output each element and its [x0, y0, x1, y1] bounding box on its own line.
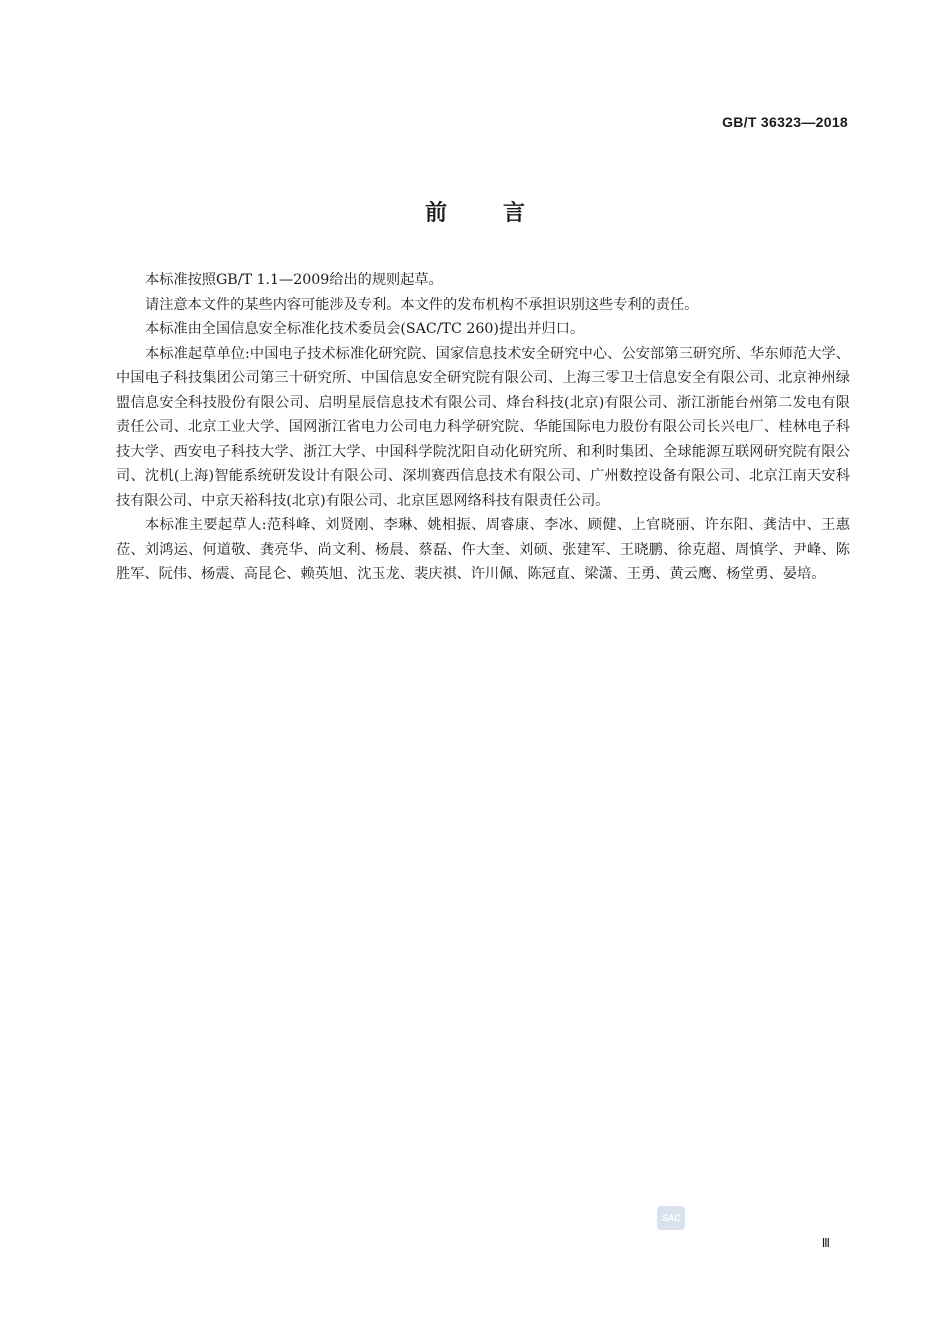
page-number: Ⅲ — [821, 1236, 830, 1250]
sac-logo — [657, 1206, 685, 1230]
preface-body — [116, 268, 850, 587]
sac-logo-text: SAC — [661, 1213, 681, 1223]
paragraph-drafting-units: 本标准起草单位:中国电子技术标准化研究院、国家信息技术安全研究中心、公安部第三研究所、华东师范大学、中国电子科技集团公司第三十研究所、中国信息安全研究院有限公司、上海三零卫士信息安全有限公司、北京神州绿盟信息安全科技股份有限公司、启明星辰信息技术有限公司、烽台科技(北京)有限公司、浙江浙能台州第二发电有限责任公司、北京工业大学、国网浙江省电力公司电力科学研究院、华能国际电力股份有限公司长兴电厂、桂林电子科技大学、西安电子科技大学、浙江大学、中国科学院沈阳自动化研究所、和利时集团、全球能源互联网研究院有限公司、沈机(上海)智能系统研发设计有限公司、深圳赛西信息技术有限公司、广州数控设备有限公司、北京江南天安科技有限公司、中京天裕科技(北京)有限公司、北京匡恩网络科技有限责任公司。 — [116, 345, 850, 509]
paragraph-drafting-rules: 本标准按照GB/T 1.1—2009给出的规则起草。 — [145, 272, 443, 288]
paragraph-patent-notice: 请注意本文件的某些内容可能涉及专利。本文件的发布机构不承担识别这些专利的责任。 — [145, 296, 699, 313]
paragraph-drafters: 本标准主要起草人:范科峰、刘贤刚、李琳、姚相振、周睿康、李冰、顾健、上官晓丽、许东阳、龚洁中、王惠莅、刘鸿运、何道敬、龚亮华、尚文利、杨晨、蔡磊、仵大奎、刘硕、张建军、王晓鹏、徐克超、周慎学、尹峰、陈胜军、阮伟、杨震、高昆仑、赖英旭、沈玉龙、裴庆祺、许川佩、陈冠直、梁潇、王勇、黄云鹰、杨堂勇、晏培。 — [116, 517, 850, 582]
page-title: 前言 — [424, 201, 581, 226]
standard-code: GB/T 36323—2018 — [722, 114, 848, 130]
paragraph-proposer: 本标准由全国信息安全标准化技术委员会(SAC/TC 260)提出并归口。 — [145, 321, 585, 337]
